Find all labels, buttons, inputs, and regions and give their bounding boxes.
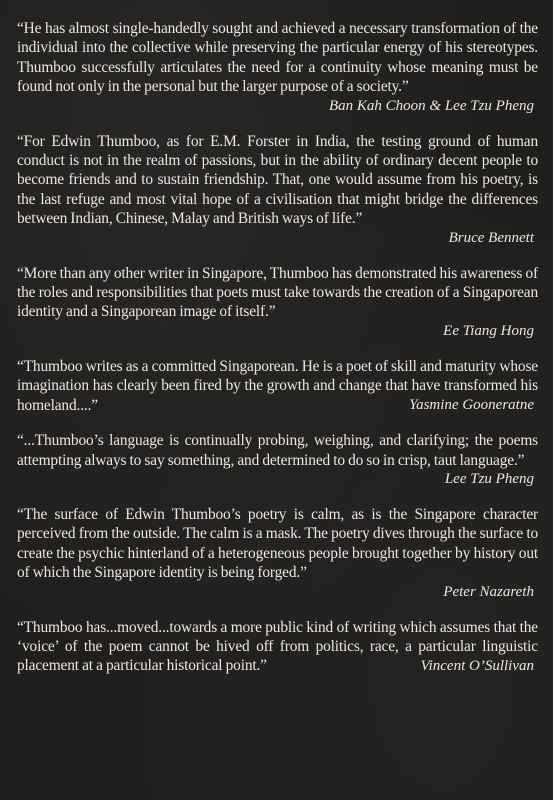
blurb-quote: “More than any other writer in Singapore, Thumboo has demonstrated his awareness of the roles and responsibilities that poets must take towards the creation of a Singaporean identity and a Singaporean image of itself.” <box>17 264 538 321</box>
blurb-quote: “Thumboo writes as a committed Singaporean. He is a poet of skill and maturity whose imagination has clearly been fired by the growth and change that have transformed his homeland....” <box>17 357 538 414</box>
blurb-attribution: Ee Tiang Hong <box>443 322 534 339</box>
blurb-bruce-bennett <box>17 132 538 248</box>
blurb-quote: “...Thumboo’s language is continually probing, weighing, and clarifying; the poems attempting always to say something, and determined to do so in crisp, taut language.” <box>17 432 538 469</box>
blurb-peter-nazareth <box>17 505 538 602</box>
blurb-yasmine-gooneratne <box>17 357 538 415</box>
blurb-quote: “Thumboo has...moved...towards a more public kind of writing which assumes that the ‘voice’ of the poem cannot be hived off from politics, race, a particular linguistic placement at a particular historical point.” <box>17 618 538 675</box>
blurb-attribution: Lee Tzu Pheng <box>444 470 534 487</box>
blurb-vincent-osullivan <box>17 618 538 676</box>
blurb-attribution: Yasmine Gooneratne <box>409 397 534 414</box>
blurb-ee-tiang-hong <box>17 264 538 341</box>
blurb-lee-tzu-pheng <box>17 431 538 489</box>
blurb-quote: “He has almost single-handedly sought and achieved a necessary transformation of the individual into the collective while preserving the particular energy of his stereotypes. Thumboo successfully articulates the need for a continuity whose meaning must be found not only in the personal but the larger purpose of a society.” <box>17 20 538 96</box>
blurb-ban-kah-choon-lee-tzu-pheng <box>17 19 538 116</box>
blurb-attribution: Vincent O’Sullivan <box>420 657 534 674</box>
blurb-attribution: Peter Nazareth <box>443 583 534 600</box>
blurb-quote: “The surface of Edwin Thumboo’s poetry is calm, as is the Singapore character perceived from the outside. The calm is a mask. The poetry dives through the surface to create the psychic hinterland of a heterogeneous people brought together by history out of which the Singapore identity is being forged.” <box>17 505 538 582</box>
blurb-quote: “For Edwin Thumboo, as for E.M. Forster in India, the testing ground of human conduct is not in the realm of passions, but in the ability of ordinary decent people to become friends and to sustain friendship. That, one would assume from his poetry, is the last refuge and most vital hope of a civilisation that might bridge the differences between Indian, Chinese, Malay and British ways of life.” <box>17 132 538 228</box>
blurb-attribution: Ban Kah Choon & Lee Tzu Pheng <box>329 97 534 114</box>
blurb-attribution: Bruce Bennett <box>448 229 534 246</box>
